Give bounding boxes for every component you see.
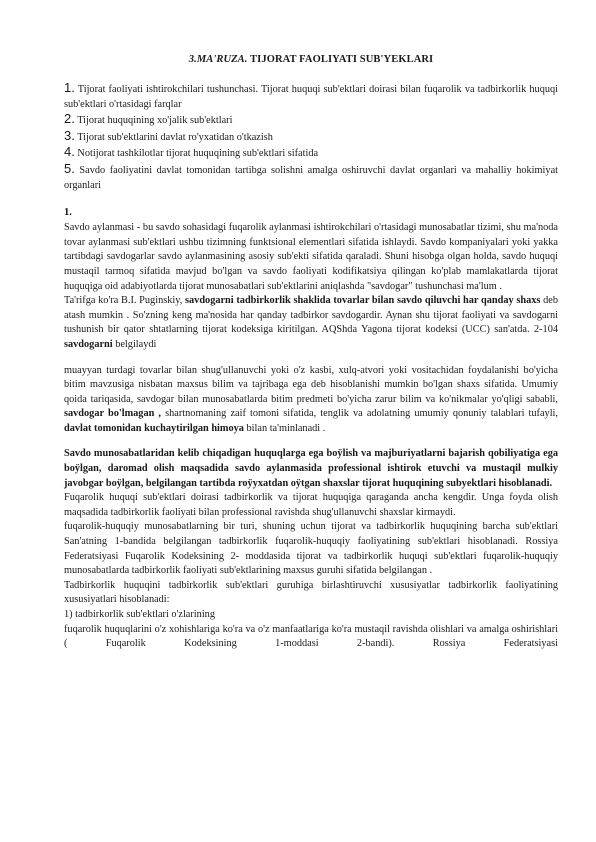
topic-outline xyxy=(64,81,558,193)
lecture-title-text: TIJORAT FAOLIYATI SUB'YEKLARI xyxy=(247,54,434,65)
outline-item-5: 5. Savdo faoliyatini davlat tomonidan tartibga solishni amalga oshiruvchi davlat organlari va mahalliy hokimiyat organlari xyxy=(64,160,558,191)
paragraph-savdo-aylanmasi: Savdo aylanmasi - bu savdo sohasidagi fuqarolik aylanmasi ishtirokchilari o'rtasidagi munosabatlar tizimi, shu ma'noda tovar aylanmasi sub'ektlari ushbu tizimning funktsional elementlari sifatida ishlaydi. Savdo kompaniyalari yoki yakka tartibdagi savdogarlar savdo aylanmasining asosiy sub'ekti sifatida qaraladi. Shuni hisobga olgan holda, savdo huquqi mustaqil tarmoq sifatida mavjud bo'lgan va savdo faoliyati kodifikatsiya qilingan ko'plab mamlakatlarda tijorat huquqiga oid adabiyotlarda tijorat munosabatlari sub'ektlarini aniqlashda "savdogar" tushunchasi ma'lum . xyxy=(64,222,558,292)
paragraph-feature-1-continued: fuqarolik huquqlarini o'z xohishlariga ko'ra va o'z manfaatlariga ko'ra mustaqil ravishda olishlari va amalga oshirishlari ( Fuqarolik Kodeksining 1-moddasi 2-bandi). Rossiya Federatsiyasi xyxy=(64,623,558,650)
lecture-title xyxy=(64,54,558,65)
outline-item-4: 4. Notijorat tashkilotlar tijorat huquqining sub'ektlari sifatida xyxy=(64,144,319,160)
lecture-number: 3.MA'RUZA. xyxy=(188,54,248,65)
outline-item-2: 2. Tijorat huquqining xo'jalik sub'ektlari xyxy=(64,111,233,127)
paragraph-merchant-definition: muayyan turdagi tovarlar bilan shug'ullanuvchi yoki o'z kasbi, xulq-atvori yoki vositachidan foydalanishi bo'yicha bitim mavzusiga nisbatan maxsus bilim va tajribaga ega deb hisoblanishi mumkin bo'lgan shaxs sifatida. Umumiy qoida tariqasida, savdogar bilan munosabatlarda bitim predmeti bo'yicha zarur bilim va ko'nikmalar yo'qligi sababli, savdogar bo'lmagan , shartnomaning zaif tomoni sifatida, tenglik va adolatning umumiy qonuniy talablari tufayli, davlat tomonidan kuchaytirilgan himoya bilan ta'minlanadi . xyxy=(64,364,558,434)
paragraph-puginskiy: Ta'rifga ko'ra B.I. Puginskiy, savdogarni tadbirkorlik shaklida tovarlar bilan savdo qiluvchi har qanday shaxs deb atash mumkin . So'zning keng ma'nosida har qanday tadbirkor savdogardir. Aynan shu tijorat faoliyati va savdogarni tushunish bir qator shtatlarning tijorat kodeksiga kiritilgan. AQShda Yagona tijorat kodeksi (UCC) san'atda. 2-104 savdogarni belgilaydi xyxy=(64,295,559,350)
paragraph-subjects-definition: Savdo munosabatlaridan kelib chiqadigan huquqlarga ega boÿlish va majburiyatlarni bajarish qobiliyatiga ega boÿlgan, daromad olish maqsadida savdo aylanmasida professional ishtirok etuvchi va mustaqil mulkiy javobgar boÿlgan, belgilangan tartibda roÿyxatdan oÿtgan shaxslar tijorat huquqining subyektlari hisoblanadi. xyxy=(64,448,558,489)
outline-item-1: 1. Tijorat faoliyati ishtirokchilari tushunchasi. Tijorat huquqi sub'ektlari doirasi bilan fuqarolik va tadbirkorlik huquqi sub'ektlari o'rtasidagi farqlar xyxy=(64,80,558,110)
outline-item-3: 3. Tijorat sub'ektlarini davlat ro'yxatidan o'tkazish xyxy=(64,127,273,143)
paragraph-feature-1: 1) tadbirkorlik sub'ektlari o'zlarining xyxy=(64,609,215,620)
paragraph-features-intro: Tadbirkorlik huquqini tadbirkorlik sub'ektlari guruhiga birlashtiruvchi xususiyatlar tadbirkorlik faoliyatining xususiyatlari hisoblanadi: xyxy=(64,579,558,606)
paragraph-civil-law-scope: Fuqarolik huquqi sub'ektlari doirasi tadbirkorlik va tijorat huquqiga qaraganda ancha kengdir. Unga foyda olish maqsadida tadbirkorlik faoliyati bilan professional ravishda shug'ullanuvchi shaxslar kirmaydi. xyxy=(64,492,558,518)
section-number: 1. xyxy=(64,207,72,219)
paragraph-civil-relations: fuqarolik-huquqiy munosabatlarning bir turi, shuning uchun tijorat va tadbirkorlik huquqining barcha sub'ektlari San'atning 1-bandida belgilangan tadbirkorlik fuqarolik-huquqiy faoliyatining sub'ektlari hisoblanadi. Rossiya Federatsiyasi Fuqarolik Kodeksining 2- moddasida tijorat va tadbirkorlik huquqi sub'ektlari fuqarolik-huquqiy munosabatlarda tadbirkorlik faoliyati sub'ektlarining maxsus guruhi sifatida belgilangan . xyxy=(64,521,558,577)
